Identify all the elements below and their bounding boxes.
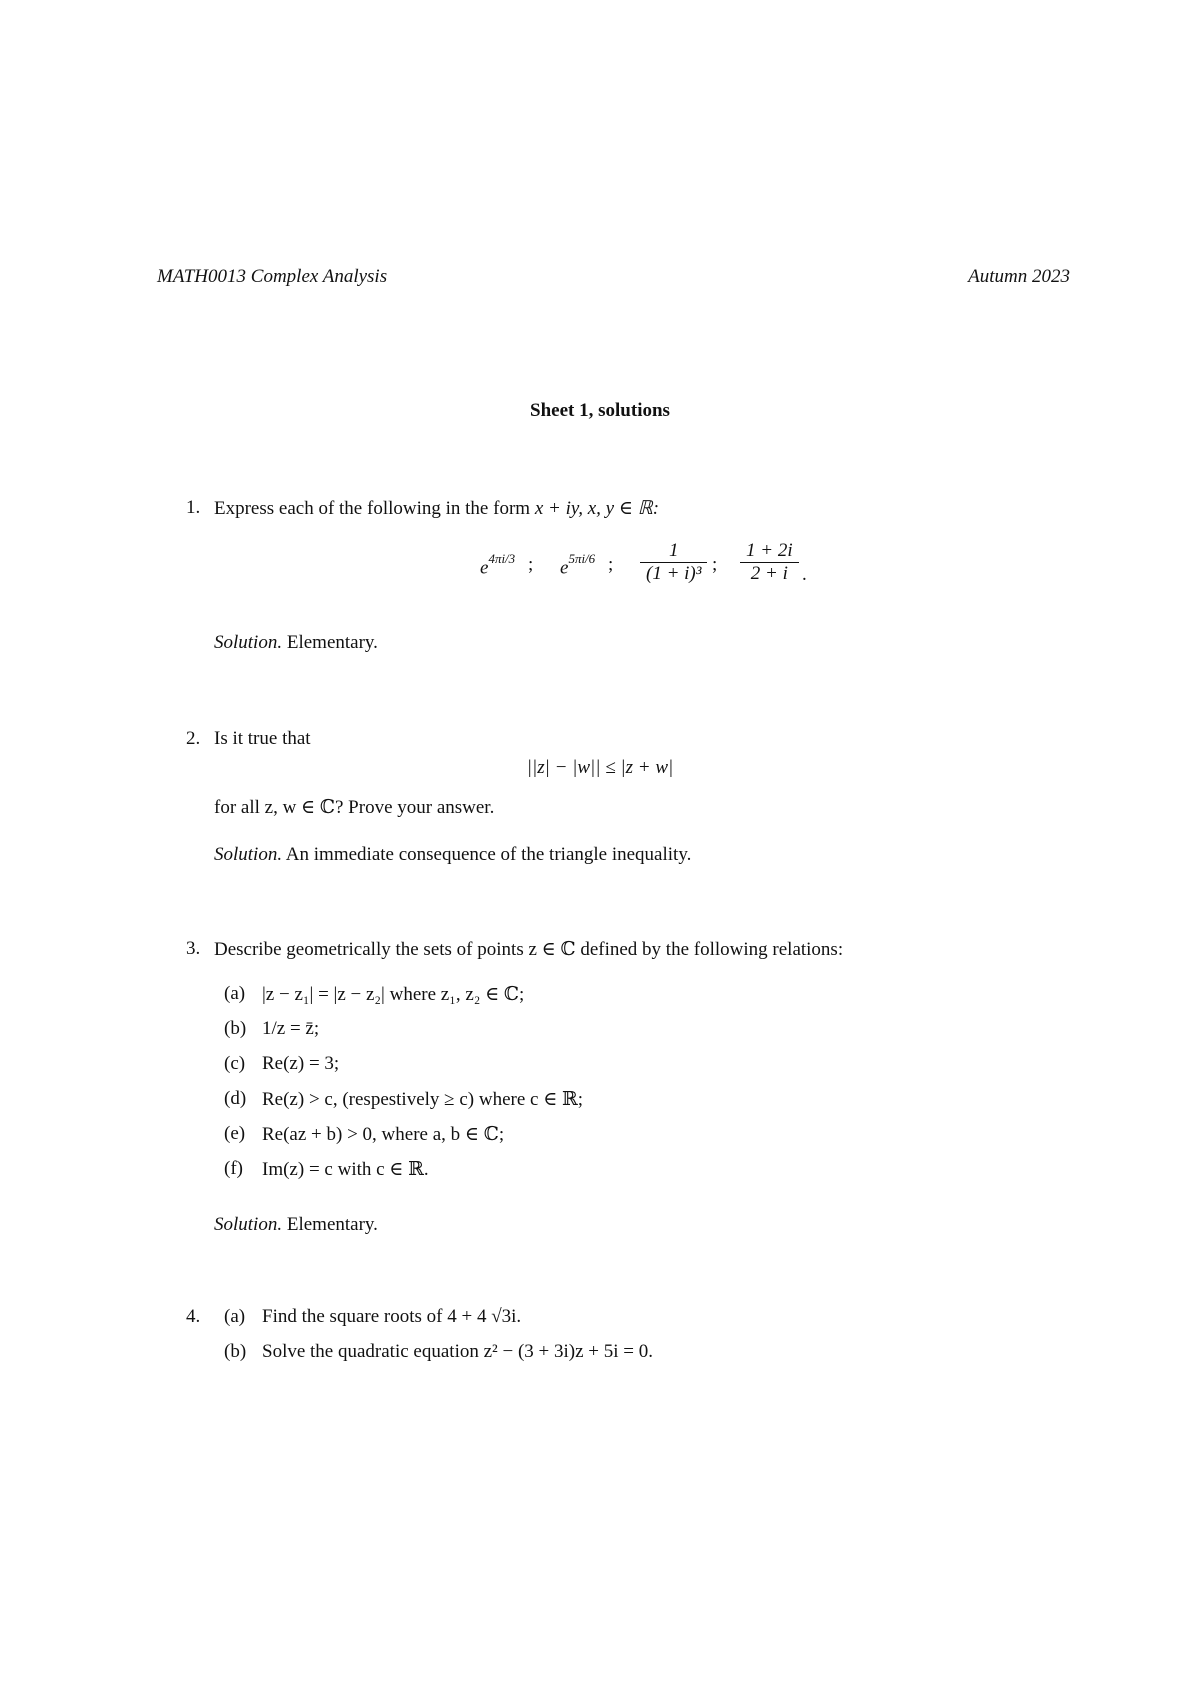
problem-3-item-label: (c) bbox=[224, 1053, 246, 1074]
problem-4-item-label: (b) bbox=[224, 1341, 247, 1362]
problem-3-solution bbox=[214, 1214, 378, 1236]
problem-4-item-body: Find the square roots of 4 + 4 √3i. bbox=[262, 1306, 522, 1327]
separator: ; bbox=[528, 554, 534, 575]
problem-3-item-label: (b) bbox=[224, 1018, 247, 1039]
problem-1-number: 1. bbox=[186, 497, 201, 518]
formula-fraction-3: $\frac{1}{\text{(1 + i)³}}$ bbox=[640, 540, 707, 585]
problem-3-item-body: 1/z = z̄; bbox=[262, 1018, 320, 1039]
solution-label: Solution. bbox=[214, 844, 283, 865]
problem-2-text: Is it true that bbox=[214, 728, 311, 749]
problem-3-item-label: (a) bbox=[224, 983, 246, 1004]
course-title: MATH0013 Complex Analysis bbox=[157, 266, 388, 287]
formula-end: . bbox=[802, 564, 807, 585]
problem-2-number: 2. bbox=[186, 728, 201, 749]
problem-2-question: for all z, w ∈ ℂ? Prove your answer. bbox=[214, 797, 495, 818]
problem-3-item-body: Re(z) = 3; bbox=[262, 1053, 340, 1074]
solution-text: Elementary. bbox=[282, 1214, 378, 1235]
formula-exp-1: $e^{4\pi i/3}$ bbox=[480, 551, 516, 579]
term-label: Autumn 2023 bbox=[968, 266, 1070, 287]
solution-text: An immediate consequence of the triangle inequality. bbox=[282, 844, 692, 865]
sheet-title: Sheet 1, solutions bbox=[530, 400, 670, 421]
problem-4-item-body: Solve the quadratic equation z² − (3 + 3i)z + 5i = 0. bbox=[262, 1341, 653, 1362]
problem-3-item-body: Re(az + b) > 0, where a, b ∈ ℂ; bbox=[262, 1124, 505, 1145]
formula-exp-2: $e^{5\pi i/6}$ bbox=[560, 551, 596, 579]
solution-label: Solution. bbox=[214, 1214, 283, 1235]
separator: ; bbox=[608, 554, 614, 575]
problem-1-solution bbox=[214, 632, 378, 654]
problem-3-item-body: Im(z) = c with c ∈ ℝ. bbox=[262, 1159, 429, 1180]
problem-1-text: Express each of the following in the form bbox=[214, 498, 535, 519]
problem-2-solution bbox=[214, 844, 691, 866]
separator: ; bbox=[712, 554, 718, 575]
solution-text: Elementary. bbox=[282, 632, 378, 653]
problem-3-text: Describe geometrically the sets of points z ∈ ℂ defined by the following relations: bbox=[214, 939, 844, 960]
problem-1-formulas bbox=[0, 540, 1200, 604]
problem-3-item-body: |z − z₁| = |z − z₂| where z₁, z₂ ∈ ℂ; bbox=[262, 984, 525, 1005]
problem-4-number: 4. bbox=[186, 1306, 201, 1327]
problem-3-item-label: (f) bbox=[224, 1158, 243, 1179]
problem-1-statement bbox=[214, 497, 659, 520]
problem-3-item-body: Re(z) > c, (respestively ≥ c) where c ∈ ℝ; bbox=[262, 1089, 584, 1110]
problem-3-item-label: (d) bbox=[224, 1088, 247, 1109]
problem-1-math: x + iy, x, y ∈ ℝ: bbox=[534, 498, 660, 519]
formula-fraction-4: $\frac{1 + 2i}{2 + i}$ bbox=[740, 540, 799, 585]
problem-3-item-label: (e) bbox=[224, 1123, 246, 1144]
problem-3-number: 3. bbox=[186, 938, 201, 959]
problem-2-display: ||z| − |w|| ≤ |z + w| bbox=[526, 757, 674, 778]
solution-label: Solution. bbox=[214, 632, 283, 653]
problem-4-item-label: (a) bbox=[224, 1306, 246, 1327]
